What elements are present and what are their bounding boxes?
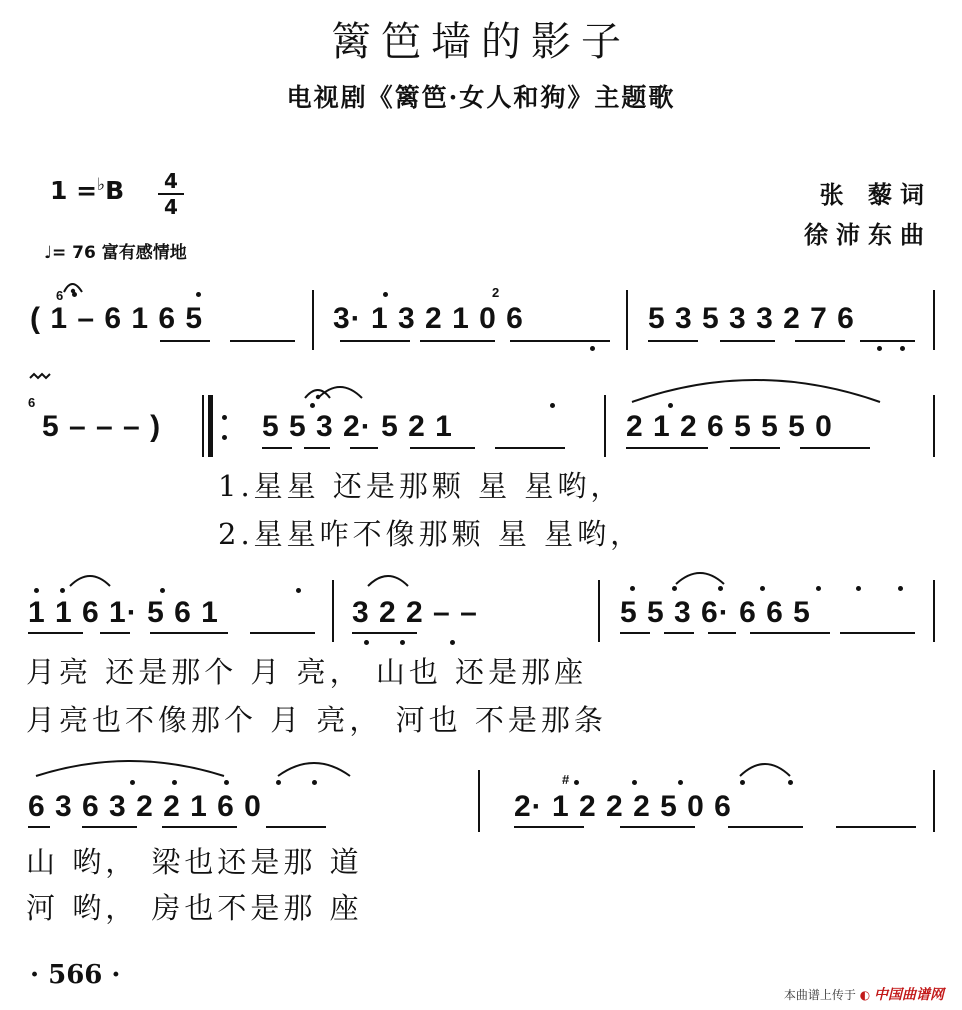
- grace-note-3: 6: [28, 395, 36, 410]
- row2-measure1: 5 – – – ): [42, 410, 162, 443]
- site-logo-icon: ◐: [859, 988, 871, 1002]
- page-number: · 566 ·: [30, 960, 121, 990]
- meter-bottom: 4: [164, 195, 178, 219]
- row1-measure1: ( 1 – 6 1 6 5: [30, 302, 204, 335]
- grace-note-2: 2: [492, 285, 500, 300]
- meter-top: 4: [164, 169, 178, 193]
- row1-measure2: 3· 1 3 2 1 0 6: [333, 302, 524, 335]
- row4-lyric-verse2: 河 哟， 房也不是那 座: [26, 891, 363, 925]
- song-title: 篱笆墙的影子: [331, 19, 631, 65]
- row4-measure2: 2· 1 2 2 2 5 0 6: [514, 790, 732, 823]
- lyricist-credit: 张 藜词: [819, 180, 932, 209]
- row2-lyric-verse2: 2.星星咋不像那颗 星 星哟，: [218, 517, 644, 551]
- key-note: B: [105, 176, 125, 205]
- song-subtitle: 电视剧《篱笆·女人和狗》主题歌: [286, 83, 676, 112]
- sharp-sign: #: [562, 772, 570, 787]
- row2-measure3: 2 1 2 6 5 5 5 0: [626, 410, 833, 443]
- row3-measure1: 1 1 6 1· 5 6 1: [28, 596, 219, 629]
- row2-lyric-verse1: 1.星星 还是那颗 星 星哟，: [218, 469, 624, 503]
- grace-note-1: 6: [56, 288, 64, 303]
- composer-credit: 徐沛东曲: [804, 220, 932, 249]
- row2-measure2: 5 5 3 2· 5 2 1: [262, 410, 453, 443]
- upload-footer: [784, 984, 944, 1004]
- row4-lyric-verse1: 山 哟， 梁也还是那 道: [26, 845, 363, 879]
- row3-measure2: 3 2 2 – –: [352, 596, 478, 629]
- row3-lyric-verse1: 月亮 还是那个 月 亮， 山也 还是那座: [26, 655, 588, 689]
- key-prefix: 1 =: [50, 176, 98, 205]
- flat-symbol: ♭: [97, 175, 106, 195]
- row3-measure3: 5 5 3 6· 6 6 5: [620, 596, 811, 629]
- row3-lyric-verse2: 月亮也不像那个 月 亮， 河也 不是那条: [26, 703, 607, 737]
- footer-text: 本曲谱上传于: [783, 988, 856, 1002]
- row1-measure3: 5 3 5 3 3 2 7 6: [648, 302, 855, 335]
- row4-measure1: 6 3 6 3 2 2 1 6 0: [28, 790, 262, 823]
- tempo-marking: ♩= 76 富有感情地: [44, 243, 187, 263]
- footer-site: 中国曲谱网: [874, 987, 944, 1003]
